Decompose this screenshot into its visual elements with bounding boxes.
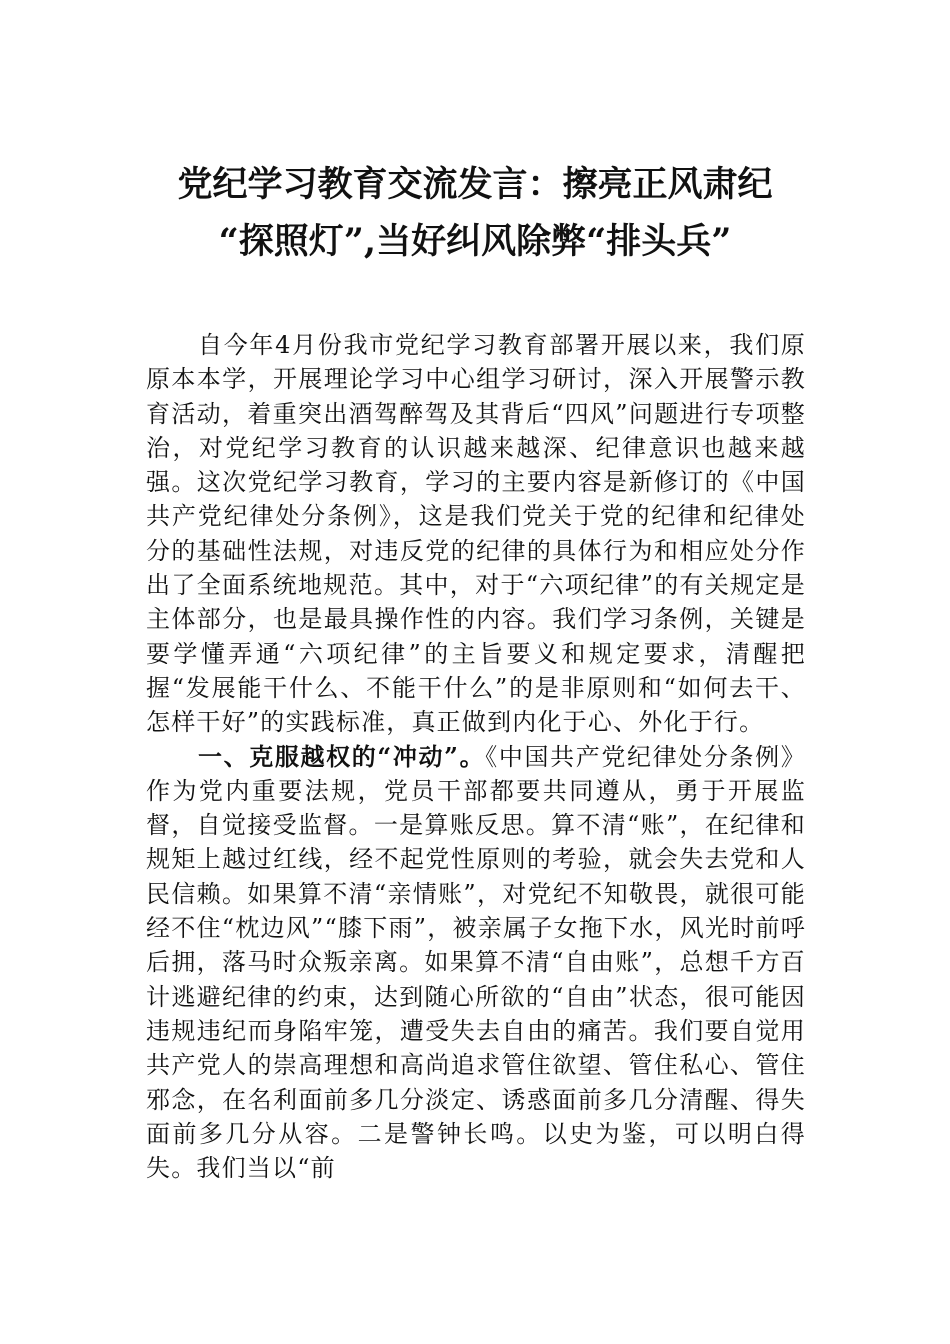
paragraph-text: 自今年4月份我市党纪学习教育部署开展以来，我们原原本本学，开展理论学习中心组学习研讨，深入开展警示教育活动，着重突出酒驾醉驾及其背后“四风”问题进行专项整治，对党纪学习教育的认识越来越深、纪律意识也越来越强。这次党纪学习教育，学习的主要内容是新修订的《中国共产党纪律处分条例》，这是我们党关于党的纪律和纪律处分的基础性法规，对违反党的纪律的具体行为和相应处分作出了全面系统地规范。其中，对于“六项纪律”的有关规定是主体部分，也是最具操作性的内容。我们学习条例，关键是要学懂弄通“六项纪律”的主旨要义和规定要求，清醒把握“发展能干什么、不能干什么”的是非原则和“如何去干、怎样干好”的实践标准，真正做到内化于心、外化于行。 — [146, 331, 806, 737]
document-title-line-2: “探照灯”,当好纠风除弊“排头兵” — [218, 221, 732, 262]
paragraph-text: 《中国共产党纪律处分条例》作为党内重要法规，党员干部都要共同遵从，勇于开展监督，自觉接受监督。一是算账反思。算不清“账”，在纪律和规矩上越过红线，经不起党性原则的考验，就会失去党和人民信赖。如果算不清“亲情账”，对党纪不知敬畏，就很可能经不住“枕边风”“膝下雨”，被亲属子女拖下水，风光时前呼后拥，落马时众叛亲离。如果算不清“自由账”，总想千方百计逃避纪律的约束，达到随心所欲的“自由”状态，很可能因违规违纪而身陷牢笼，遭受失去自由的痛苦。我们要自觉用共产党人的崇高理想和高尚追求管住欲望、管住私心、管住邪念，在名利面前多几分淡定、诱惑面前多几分清醒、得失面前多几分从容。二是警钟长鸣。以史为鉴，可以明白得失。我们当以“前 — [146, 742, 806, 1183]
section-one-paragraph — [146, 740, 806, 1186]
document-title-line-1: 党纪学习教育交流发言：擦亮正风肃纪 — [177, 164, 773, 205]
section-heading: 一、克服越权的“冲动”。 — [198, 741, 486, 771]
intro-paragraph — [146, 328, 806, 740]
document-body — [146, 328, 806, 1185]
